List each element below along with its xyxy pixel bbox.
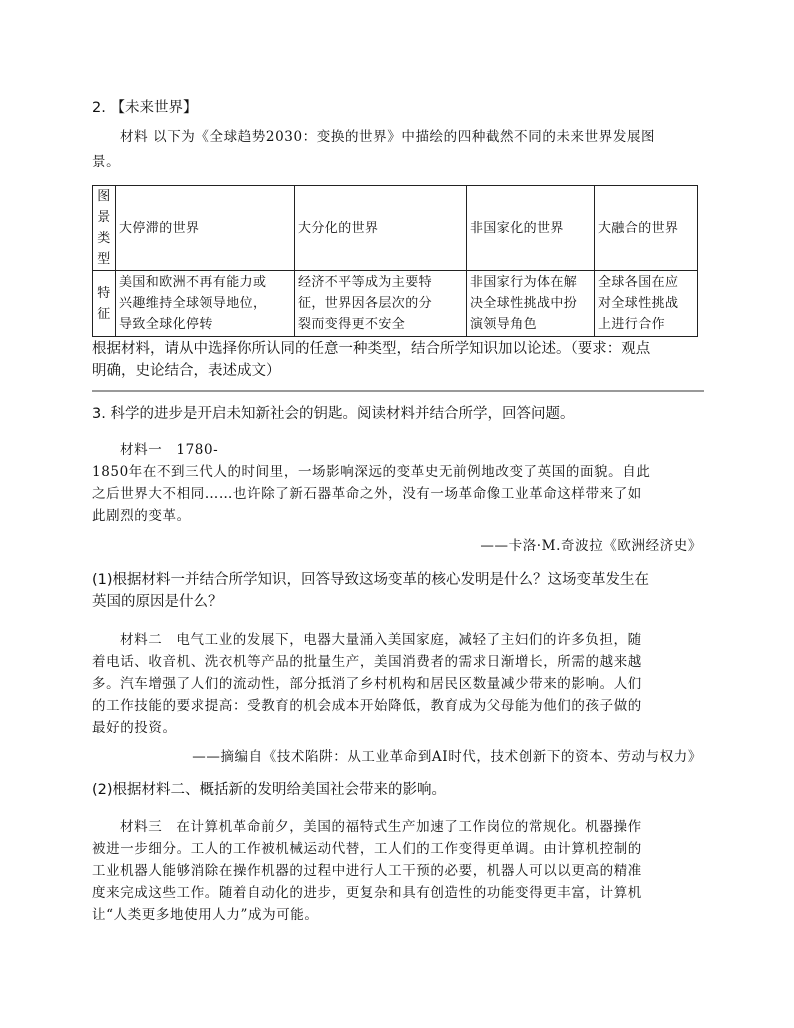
type-cell-3: 非国家化的世界 xyxy=(467,186,595,271)
type-cell-1: 大停滞的世界 xyxy=(116,186,295,271)
q3-title: 3. 科学的进步是开启未知新社会的钥匙。阅读材料并结合所学，回答问题。 xyxy=(92,406,575,422)
q2-instruction-line1: 根据材料，请从中选择你所认同的任意一种类型，结合所学知识加以论述。（要求：观点 xyxy=(92,341,651,357)
row-label-types: 图 景 类 型 xyxy=(93,186,116,271)
table-row-types xyxy=(93,186,698,271)
q3-material2-line1: 材料二 电气工业的发展下，电器大量涌入美国家庭，减轻了主妇们的许多负担，随 xyxy=(120,632,642,648)
q2-title: 2. 【未来世界】 xyxy=(92,100,198,116)
q3-question1-line1: (1)根据材料一并结合所学知识，回答导致这场变革的核心发明是什么？这场变革发生在 xyxy=(92,572,650,588)
q3-material2-line3: 多。汽车增强了人们的流动性，部分抵消了乡村机构和居民区数量减少带来的影响。人们 xyxy=(92,676,642,692)
q3-material1-line1: 材料一 1780- xyxy=(120,442,219,458)
q2-material-line1: 材料 以下为《全球趋势2030：变换的世界》中描绘的四种截然不同的未来世界发展图 xyxy=(120,129,656,145)
row-label-features: 特 征 xyxy=(93,271,116,337)
q3-question1-line2: 英国的原因是什么？ xyxy=(92,594,223,610)
q3-material2-line5: 最好的投资。 xyxy=(92,720,177,736)
feature-cell-3: 非国家行为体在解 决全球性挑战中扮 演领导角色 xyxy=(467,271,595,337)
q2-material-line2: 景。 xyxy=(92,154,121,170)
q3-material3-line1: 材料三 在计算机革命前夕，美国的福特式生产加速了工作岗位的常规化。机器操作 xyxy=(120,819,642,835)
q3-material1-line2: 1850年在不到三代人的时间里，一场影响深远的变革史无前例地改变了英国的面貌。自此 xyxy=(92,464,651,480)
q3-material3-line3: 工业机器人能够消除在操作机器的过程中进行人工干预的必要，机器人可以以更高的精准 xyxy=(92,863,642,879)
future-world-table xyxy=(92,185,698,337)
q3-material3-line2: 被进一步细分。工人的工作被机械运动代替，工人们的工作变得更单调。由计算机控制的 xyxy=(92,841,642,857)
q3-material1-source: ——卡洛·M.奇波拉《欧洲经济史》 xyxy=(480,538,702,554)
q3-material3-line4: 度来完成这些工作。随着自动化的进步，更复杂和具有创造性的功能变得更丰富，计算机 xyxy=(92,885,642,901)
feature-cell-4: 全球各国在应 对全球性挑战 上进行合作 xyxy=(595,271,698,337)
table-row-features xyxy=(93,271,698,337)
feature-cell-1: 美国和欧洲不再有能力或 兴趣维持全球领导地位， 导致全球化停转 xyxy=(116,271,295,337)
q3-material2-source: ——摘编自《技术陷阱：从工业革命到AI时代，技术创新下的资本、劳动与权力》 xyxy=(192,749,702,765)
type-cell-4: 大融合的世界 xyxy=(595,186,698,271)
feature-cell-2: 经济不平等成为主要特 征，世界因各层次的分 裂而变得更不安全 xyxy=(295,271,467,337)
q3-material2-line4: 的工作技能的要求提高：受教育的机会成本开始降低，教育成为父母能为他们的孩子做的 xyxy=(92,698,642,714)
section-divider xyxy=(92,390,704,392)
q3-material3-line5: 让“人类更多地使用人力”成为可能。 xyxy=(92,907,319,923)
q3-material1-line3: 之后世界大不相同……也许除了新石器革命之外，没有一场革命像工业革命这样带来了如 xyxy=(92,486,642,502)
q2-instruction-line2: 明确，史论结合，表述成文） xyxy=(92,363,281,379)
q3-material1-line4: 此剧烈的变革。 xyxy=(92,508,191,524)
q3-material2-line2: 着电话、收音机、洗衣机等产品的批量生产，美国消费者的需求日渐增长，所需的越来越 xyxy=(92,654,642,670)
q3-question2: (2)根据材料二、概括新的发明给美国社会带来的影响。 xyxy=(92,782,447,798)
type-cell-2: 大分化的世界 xyxy=(295,186,467,271)
